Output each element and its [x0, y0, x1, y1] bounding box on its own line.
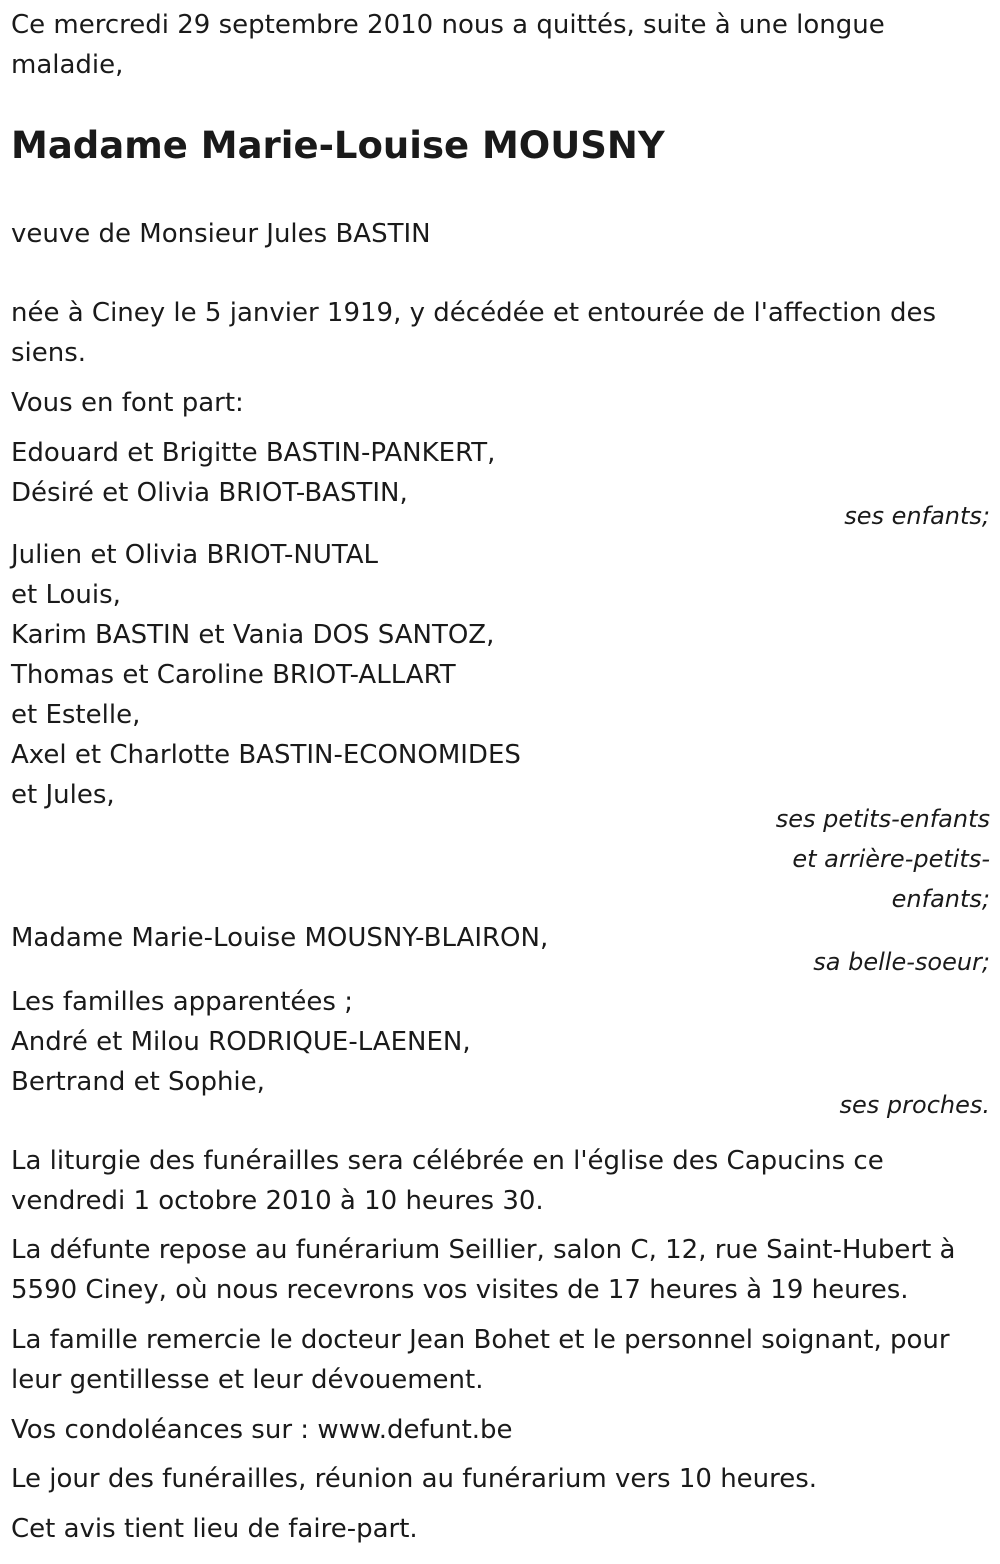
family-name: Edouard et Brigitte BASTIN-PANKERT, [11, 438, 496, 468]
family-name: Julien et Olivia BRIOT-NUTAL [11, 540, 379, 570]
family-name: et Jules, [11, 780, 115, 810]
sister-in-law-relation: sa belle-soeur; [813, 948, 990, 976]
funerarium-text [11, 1230, 955, 1310]
funerarium-line: 5590 Ciney, où nous recevrons vos visites de 17 heures à 19 heures. [11, 1275, 909, 1305]
family-name: Désiré et Olivia BRIOT-BASTIN, [11, 478, 408, 508]
meeting-text: Le jour des funérailles, réunion au funérarium vers 10 heures. [11, 1464, 818, 1494]
family-name: Axel et Charlotte BASTIN-ECONOMIDES [11, 740, 521, 770]
intro-text [11, 5, 885, 85]
thanks-text [11, 1320, 950, 1400]
announcers-intro: Vous en font part: [11, 388, 244, 418]
children-relation: ses enfants; [844, 502, 990, 530]
relation-line: ses petits-enfants [775, 805, 990, 833]
birth-line: née à Ciney le 5 janvier 1919, y décédée et entourée de l'affection des [11, 298, 937, 328]
intro-line: maladie, [11, 50, 124, 80]
closing-text: Cet avis tient lieu de faire-part. [11, 1514, 418, 1544]
thanks-line: La famille remercie le docteur Jean Bohet et le personnel soignant, pour [11, 1325, 950, 1355]
family-name: Bertrand et Sophie, [11, 1067, 265, 1097]
widow-of-text: veuve de Monsieur Jules BASTIN [11, 219, 431, 249]
relation-line: et arrière-petits- [792, 845, 990, 873]
grandchildren-relation [776, 799, 990, 919]
sister-in-law-names [11, 918, 548, 958]
family-name: Karim BASTIN et Vania DOS SANTOZ, [11, 620, 495, 650]
relatives-names [11, 982, 471, 1102]
family-name: Les familles apparentées ; [11, 987, 353, 1017]
deceased-name: Madame Marie-Louise MOUSNY [11, 124, 665, 167]
family-name: et Louis, [11, 580, 121, 610]
children-names [11, 433, 495, 513]
family-name: André et Milou RODRIQUE-LAENEN, [11, 1027, 471, 1057]
birth-text [11, 293, 936, 373]
funeral-liturgy-text [11, 1141, 884, 1221]
grandchildren-names [11, 535, 521, 815]
funerarium-line: La défunte repose au funérarium Seillier, salon C, 12, rue Saint-Hubert à [11, 1235, 956, 1265]
family-name: Thomas et Caroline BRIOT-ALLART [11, 660, 456, 690]
relatives-relation: ses proches. [839, 1091, 990, 1119]
intro-line: Ce mercredi 29 septembre 2010 nous a quittés, suite à une longue [11, 10, 885, 40]
liturgy-line: La liturgie des funérailles sera célébrée en l'église des Capucins ce [11, 1146, 884, 1176]
condolences-text: Vos condoléances sur : www.defunt.be [11, 1415, 513, 1445]
family-name: et Estelle, [11, 700, 141, 730]
liturgy-line: vendredi 1 octobre 2010 à 10 heures 30. [11, 1186, 544, 1216]
family-name: Madame Marie-Louise MOUSNY-BLAIRON, [11, 923, 549, 953]
thanks-line: leur gentillesse et leur dévouement. [11, 1365, 484, 1395]
relation-line: enfants; [891, 885, 990, 913]
birth-line: siens. [11, 338, 87, 368]
